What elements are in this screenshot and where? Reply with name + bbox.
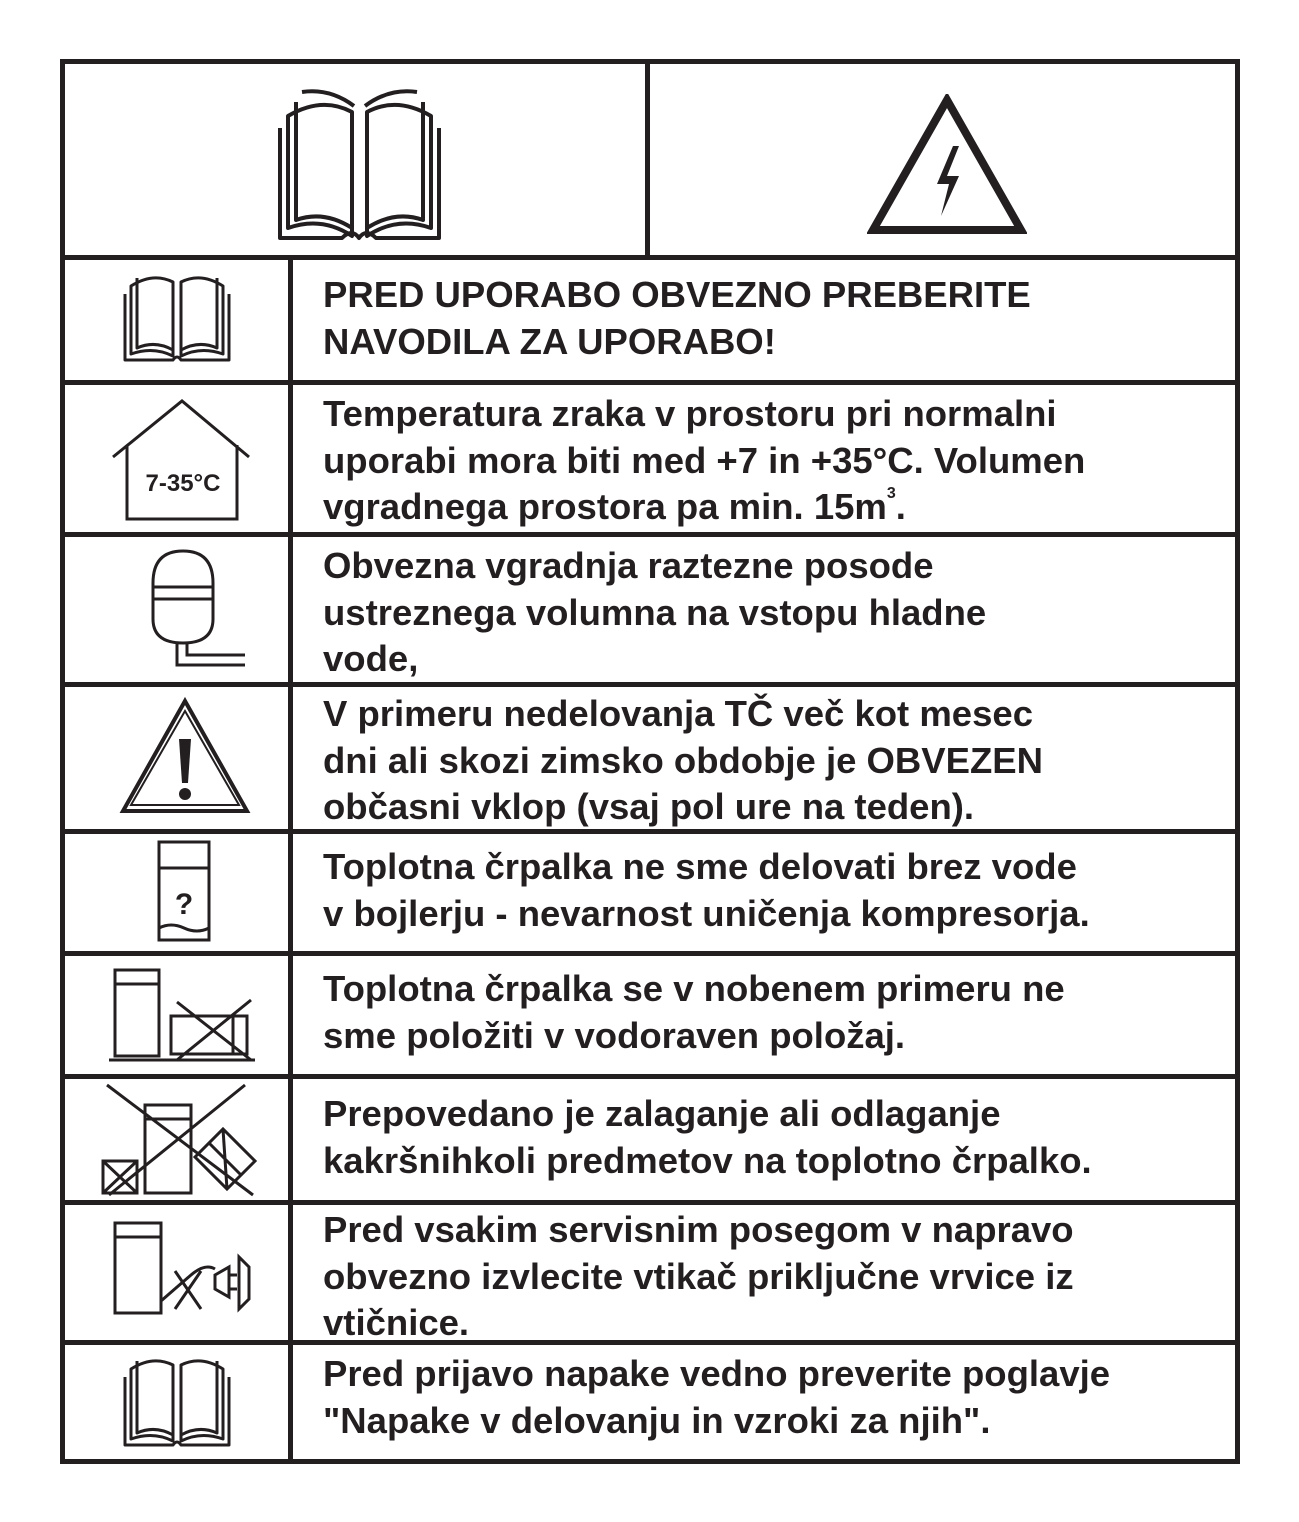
table-header: [65, 64, 1235, 260]
text-line: PRED UPORABO OBVEZNO PREBERITE: [323, 274, 1031, 315]
row-icon-cell: [65, 1079, 293, 1200]
safety-instructions-table: [60, 59, 1240, 1464]
row-icon-cell: [65, 1345, 293, 1459]
text-fragment: vgradnega prostora pa min. 15m: [323, 486, 887, 527]
text-line: dni ali skozi zimsko obdobje je OBVEZEN: [323, 739, 1043, 781]
no-horizontal-position-icon: [65, 956, 288, 1074]
text-line: Temperatura zraka v prostoru pri normalni: [323, 393, 1057, 434]
text-line: [323, 484, 1225, 531]
row-text: [323, 260, 1225, 380]
instruction-row-no-dry-running: [65, 834, 1235, 956]
row-icon-cell: [65, 260, 293, 380]
manual-book-icon: [272, 88, 447, 243]
instruction-row-no-horizontal: [65, 956, 1235, 1079]
header-voltage-cell: [650, 64, 1235, 255]
text-line: uporabi mora biti med +7 in +35°C. Volumen: [323, 439, 1086, 481]
row-icon-cell: [65, 956, 293, 1074]
instruction-row-no-objects: [65, 1079, 1235, 1205]
row-text: [323, 687, 1225, 829]
no-objects-on-pump-icon: [65, 1079, 288, 1200]
instruction-row-troubleshooting: [65, 1345, 1235, 1459]
row-text: [323, 956, 1225, 1074]
manual-book-icon: [65, 1345, 288, 1459]
instruction-row-winter-operation: [65, 687, 1235, 834]
text-line: vtičnice.: [323, 1302, 470, 1343]
text-line: Pred vsakim servisnim posegom v napravo: [323, 1209, 1074, 1250]
text-line: V primeru nedelovanja TČ več kot mesec: [323, 693, 1034, 734]
temperature-range-label: 7-35°C: [145, 470, 221, 497]
row-icon-cell: [65, 687, 293, 829]
house-temperature-icon: [65, 385, 288, 532]
row-text: [323, 834, 1225, 951]
manual-book-icon: [65, 260, 288, 380]
row-text: [323, 1345, 1225, 1459]
superscript: 3: [886, 485, 896, 502]
unplug-before-service-icon: [65, 1205, 288, 1340]
text-line: obvezno izvlecite vtikač priključne vrvice iz: [323, 1255, 1074, 1297]
exclamation-warning-icon: [65, 687, 288, 829]
text-line: kakršnihkoli predmetov na toplotno črpalko.: [323, 1139, 1092, 1181]
text-line: Obvezna vgradnja raztezne posode: [323, 545, 934, 586]
text-line: NAVODILA ZA UPORABO!: [323, 320, 776, 362]
row-text: [323, 537, 1225, 682]
text-line: v bojlerju - nevarnost uničenja kompresorja.: [323, 892, 1090, 934]
row-icon-cell: [65, 834, 293, 951]
instruction-row-room-temperature: [65, 385, 1235, 537]
instruction-row-expansion-vessel: [65, 537, 1235, 687]
text-line: "Napake v delovanju in vzroki za njih".: [323, 1399, 991, 1441]
row-icon-cell: [65, 385, 293, 532]
row-text: [323, 385, 1225, 532]
instruction-row-unplug: [65, 1205, 1235, 1345]
row-icon-cell: [65, 537, 293, 682]
text-line: občasni vklop (vsaj pol ure na teden).: [323, 786, 975, 827]
text-line: Toplotna črpalka se v nobenem primeru ne: [323, 968, 1065, 1009]
text-line: sme položiti v vodoraven položaj.: [323, 1014, 906, 1056]
row-text: [323, 1079, 1225, 1200]
question-mark: ?: [174, 888, 194, 921]
text-line: Prepovedano je zalaganje ali odlaganje: [323, 1093, 1001, 1134]
text-line: vode,: [323, 638, 419, 679]
expansion-vessel-icon: [65, 537, 288, 682]
row-text: [323, 1205, 1225, 1343]
header-manual-cell: [65, 64, 650, 255]
text-fragment: .: [895, 486, 906, 527]
instruction-row-read-manual: [65, 260, 1235, 385]
text-line: Toplotna črpalka ne sme delovati brez vode: [323, 846, 1077, 887]
text-line: ustreznega volumna na vstopu hladne: [323, 591, 987, 633]
water-tank-question-icon: [65, 834, 288, 951]
text-line: Pred prijavo napake vedno preverite poglavje: [323, 1353, 1111, 1394]
row-icon-cell: [65, 1205, 293, 1340]
high-voltage-warning-icon: [867, 94, 1027, 236]
